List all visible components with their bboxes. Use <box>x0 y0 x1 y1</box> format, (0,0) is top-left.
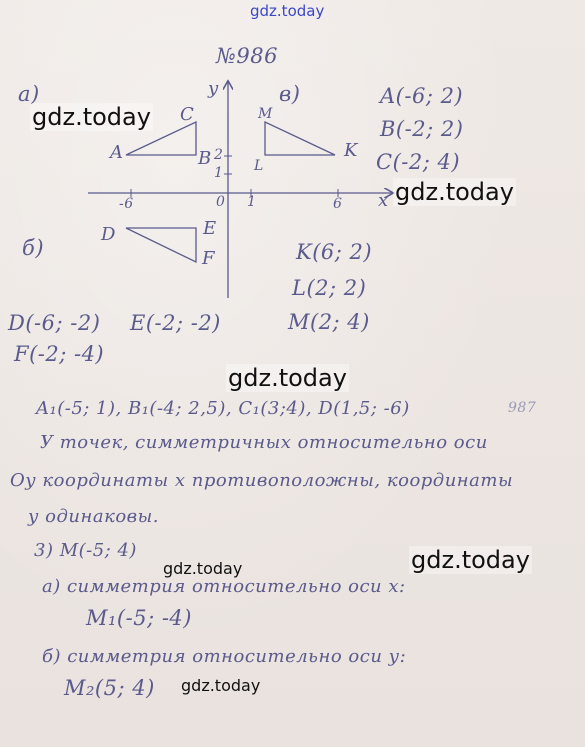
text-line-4: у одинаковы. <box>28 506 160 527</box>
point-label-m: M <box>258 106 273 122</box>
tick-label-zero: 0 <box>216 194 226 210</box>
problem-number: №986 <box>216 44 278 68</box>
text-line-7: M₁(-5; -4) <box>86 606 192 630</box>
part-a-label: a) <box>18 82 40 106</box>
triangle-klm <box>265 122 335 155</box>
point-label-k: K <box>344 140 358 161</box>
text-line-5: 3) M(-5; 4) <box>34 540 137 561</box>
text-line-2: У точек, симметричных относительно оси <box>40 432 488 453</box>
watermark-2: gdz.today <box>395 178 514 206</box>
point-label-d: D <box>101 224 116 245</box>
watermark-top: gdz.today <box>250 2 325 20</box>
coord-e: E(-2; -2) <box>130 311 221 335</box>
coord-k: K(6; 2) <box>296 240 373 264</box>
text-line-6: а) симметрия относительно оси х: <box>42 576 406 597</box>
tick-label-y1: 1 <box>214 165 224 181</box>
x-axis-label: x <box>378 190 389 211</box>
tick-label-y2: 2 <box>214 147 224 163</box>
text-line-3: Оу координаты х противоположны, координаты <box>10 470 514 491</box>
triangle-def <box>126 228 196 262</box>
y-axis-label: y <box>208 78 219 99</box>
text-side-number: 987 <box>508 400 537 416</box>
text-line-9: M₂(5; 4) <box>64 676 155 700</box>
text-line-1: A₁(-5; 1), B₁(-4; 2,5), C₁(3;4), D(1,5; -6) <box>36 398 410 419</box>
tick-label-x6: 6 <box>333 196 343 212</box>
watermark-1: gdz.today <box>32 103 151 131</box>
coord-a: A(-6; 2) <box>380 84 464 108</box>
part-v-label: в) <box>279 82 301 106</box>
point-label-a: A <box>110 142 124 163</box>
watermark-4: gdz.today <box>411 546 530 574</box>
part-b-label: б) <box>22 236 45 260</box>
coord-m: M(2; 4) <box>288 310 370 334</box>
coord-f: F(-2; -4) <box>14 342 105 366</box>
tick-label-neg6: -6 <box>119 196 134 212</box>
watermark-3: gdz.today <box>228 364 347 392</box>
coord-b: B(-2; 2) <box>380 117 464 141</box>
point-label-b: B <box>198 148 212 169</box>
point-label-e: E <box>203 218 217 239</box>
coord-l: L(2; 2) <box>292 276 367 300</box>
coord-c: C(-2; 4) <box>376 150 461 174</box>
point-label-l: L <box>254 158 264 174</box>
coord-d: D(-6; -2) <box>8 311 101 335</box>
point-label-f: F <box>202 248 215 269</box>
tick-label-x1: 1 <box>247 194 257 210</box>
point-label-c: C <box>180 104 195 125</box>
text-line-8: б) симметрия относительно оси у: <box>42 646 407 667</box>
watermark-6: gdz.today <box>181 676 261 695</box>
watermark-5: gdz.today <box>163 559 243 578</box>
